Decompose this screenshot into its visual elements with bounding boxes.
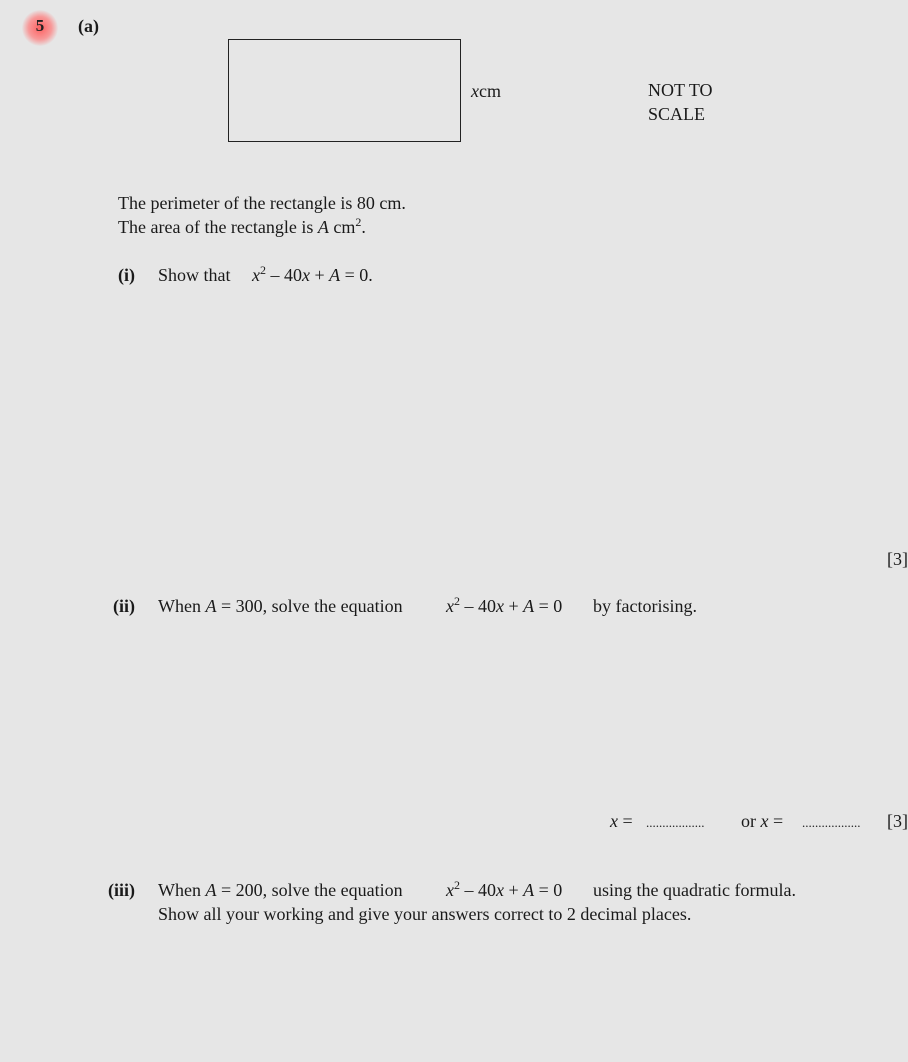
part-iii-line2: Show all your working and give your answers correct to 2 decimal places.: [158, 904, 692, 924]
eq-mid: – 40: [460, 596, 496, 616]
part-ii-A: A: [205, 596, 217, 616]
part-ii-when: When: [158, 596, 206, 616]
eq-var: x: [446, 596, 454, 616]
eq-exp: 2: [260, 263, 266, 277]
part-iii-suffix: using the quadratic formula.: [593, 880, 796, 900]
part-ii-suffix: by factorising.: [593, 596, 697, 616]
part-ii-marks: [3]: [887, 811, 908, 831]
answer-x2: [741, 811, 783, 832]
answer-x2-var: x: [760, 811, 769, 831]
eq-plus: +: [504, 880, 524, 900]
part-i-text: Show that: [158, 265, 231, 285]
area-var: A: [317, 217, 329, 237]
question-number: 5: [35, 16, 45, 35]
side-label: [471, 81, 501, 102]
part-iii-value: = 200, solve the equation: [216, 880, 403, 900]
part-a-label: (a): [78, 16, 99, 36]
part-iii-label: (iii): [108, 880, 135, 900]
rectangle-diagram: [228, 39, 461, 142]
eq-mid: – 40: [460, 880, 496, 900]
scale-note-line1: NOT TO: [648, 80, 713, 100]
area-unit: cm: [328, 217, 356, 237]
area-end: .: [361, 217, 366, 237]
answer-x1: [610, 811, 633, 832]
perimeter-text: The perimeter of the rectangle is 80 cm.: [118, 193, 406, 213]
eq-x2: x: [302, 265, 310, 285]
eq-exp: 2: [454, 878, 460, 892]
question-number-badge: [22, 10, 58, 46]
eq-x2: x: [496, 596, 504, 616]
eq-end: = 0: [534, 880, 563, 900]
part-i-label: (i): [118, 265, 135, 285]
part-ii-equation: [446, 596, 562, 617]
eq-plus: +: [310, 265, 330, 285]
eq-plus: +: [504, 596, 524, 616]
scale-note-line2: SCALE: [648, 104, 706, 124]
eq-var: x: [446, 880, 454, 900]
area-text: [118, 217, 366, 238]
area-exp: 2: [355, 215, 362, 229]
part-ii-label: (ii): [113, 596, 135, 616]
eq-mid: – 40: [266, 265, 302, 285]
answer-x1-var: x: [610, 811, 618, 831]
side-label-var: x: [471, 81, 479, 101]
eq-A: A: [329, 265, 341, 285]
eq-end: = 0.: [340, 265, 373, 285]
eq-end: = 0: [534, 596, 563, 616]
eq-A: A: [523, 596, 535, 616]
part-iii-A: A: [205, 880, 217, 900]
answer-eq2: =: [768, 811, 784, 831]
part-i-marks: [3]: [887, 549, 908, 569]
part-ii-text: [158, 596, 403, 617]
part-i-equation: [252, 265, 373, 286]
answer-blank-2[interactable]: ..................: [802, 815, 861, 830]
answer-eq1: =: [618, 811, 633, 831]
eq-exp: 2: [454, 594, 460, 608]
side-label-unit: cm: [479, 81, 501, 101]
part-iii-text: [158, 880, 403, 901]
eq-x2: x: [496, 880, 504, 900]
eq-var: x: [252, 265, 260, 285]
answer-or: or: [741, 811, 761, 831]
part-ii-value: = 300, solve the equation: [216, 596, 403, 616]
part-iii-equation: [446, 880, 562, 901]
answer-blank-1[interactable]: ..................: [646, 815, 705, 830]
part-iii-when: When: [158, 880, 206, 900]
area-prefix: The area of the rectangle is: [118, 217, 318, 237]
eq-A: A: [523, 880, 535, 900]
